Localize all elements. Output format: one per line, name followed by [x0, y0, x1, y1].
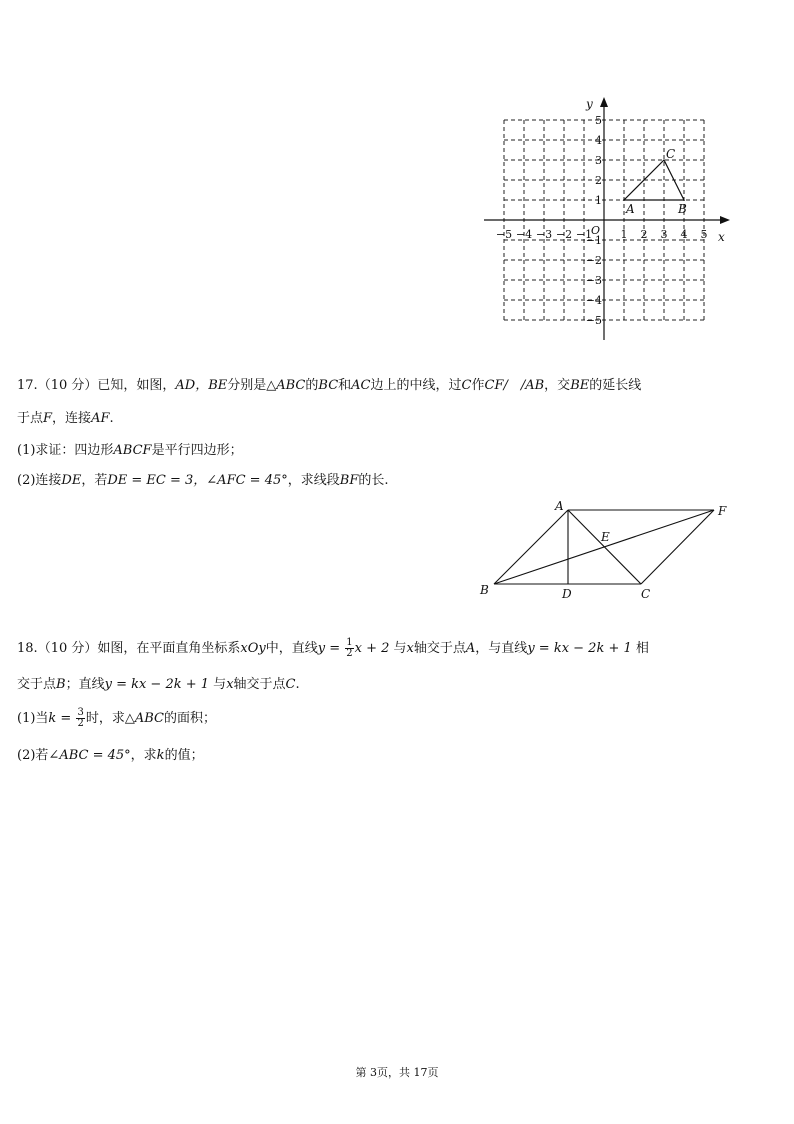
q18-text: (1)当 — [17, 711, 49, 726]
q17-text: 和 — [338, 378, 352, 393]
q18-math: x — [406, 641, 414, 656]
q17-text: 的长. — [358, 473, 389, 488]
q17-text: ，求线段 — [287, 473, 340, 488]
y-tick-label: −3 — [585, 274, 602, 287]
q18-line-2 — [17, 676, 300, 694]
y-axis-label: y — [586, 97, 593, 111]
q17-score: （10 分） — [37, 378, 98, 393]
segment-bf — [494, 510, 714, 584]
q18-text: 时，求△ — [85, 711, 135, 726]
q17-text: 是平行四边形； — [151, 443, 243, 458]
label-e: E — [601, 530, 610, 544]
page-footer: 第 3页，共 17页 — [355, 1066, 439, 1079]
q18-math: xOy — [240, 641, 266, 656]
q18-math: k = — [48, 711, 72, 726]
q18-text: ，与直线 — [475, 641, 528, 656]
q17-text: (1)求证：四边形 — [17, 443, 114, 458]
x-tick-label: −2 — [555, 228, 573, 241]
y-tick-label: −1 — [585, 234, 602, 247]
q18-math: k — [156, 748, 165, 763]
segment-cf — [641, 510, 714, 584]
q18-math: A — [465, 641, 476, 656]
parallelogram-figure — [474, 495, 740, 607]
q18-part-2 — [17, 747, 204, 765]
fraction-denominator: 2 — [346, 648, 353, 659]
q18-text: 轴交于点 — [413, 641, 466, 656]
q17-math: F — [43, 411, 53, 426]
q18-part-1 — [17, 707, 216, 731]
y-tick-label: −2 — [585, 254, 602, 267]
q17-math: C — [461, 378, 472, 393]
x-tick-label: 2 — [640, 228, 648, 241]
q17-text: (2)连接 — [17, 473, 62, 488]
q18-text: . — [295, 677, 300, 692]
q17-text: 的延长线 — [589, 378, 642, 393]
q18-number: 18. — [17, 641, 38, 656]
q18-text: ；直线 — [65, 677, 105, 692]
q18-text: ，求 — [130, 748, 157, 763]
x-tick-label: −3 — [535, 228, 553, 241]
q17-math: DE — [61, 473, 82, 488]
q18-math: ∠ABC = 45° — [48, 748, 131, 763]
q17-text: 分别是△ — [227, 378, 277, 393]
q18-text: (2)若 — [17, 748, 49, 763]
x-tick-label: −1 — [575, 228, 593, 241]
q18-math: B — [56, 677, 66, 692]
q17-math: AF — [91, 411, 110, 426]
x-tick-label: 5 — [700, 228, 708, 241]
q18-text: 与 — [389, 641, 407, 656]
q18-math: y = — [317, 641, 341, 656]
label-b: B — [480, 583, 489, 597]
q17-math: BE — [570, 378, 590, 393]
origin-label: O — [591, 224, 601, 237]
q18-math: x + 2 — [354, 641, 390, 656]
fraction-one-half — [345, 638, 353, 659]
q17-text: ，若 — [81, 473, 108, 488]
q17-text: ，交 — [544, 378, 571, 393]
y-tick-label: 1 — [595, 194, 602, 207]
q18-text: 轴交于点 — [233, 677, 286, 692]
point-b-label: B — [678, 202, 687, 216]
q17-text: 边上的中线，过 — [370, 378, 462, 393]
q18-math: y = kx − 2k + 1 — [527, 641, 632, 656]
fraction-three-halves — [76, 708, 84, 729]
label-c: C — [641, 587, 651, 601]
fraction-numerator: 1 — [346, 637, 353, 648]
x-tick-label: 4 — [680, 228, 688, 241]
x-axis-arrow — [720, 216, 730, 224]
x-tick-label: 3 — [660, 228, 668, 241]
q18-text: 的值； — [164, 748, 204, 763]
x-tick-label: −4 — [515, 228, 533, 241]
q18-math: C — [285, 677, 296, 692]
y-tick-label: 5 — [595, 114, 602, 127]
y-tick-label: 4 — [595, 134, 602, 147]
q17-line-2 — [17, 410, 114, 428]
q18-text: 交于点 — [17, 677, 57, 692]
q17-text: 的 — [305, 378, 319, 393]
q18-score: （10 分） — [37, 641, 98, 656]
q18-math: x — [226, 677, 234, 692]
q17-text: 已知，如图， — [97, 378, 176, 393]
coordinate-grid-figure — [478, 92, 740, 344]
q17-text: . — [109, 411, 114, 426]
segment-ab — [494, 510, 568, 584]
fraction-denominator: 2 — [77, 718, 84, 729]
q17-math: AD，BE — [175, 378, 228, 393]
triangle-abc — [624, 147, 687, 216]
q17-math: AC — [351, 378, 371, 393]
q18-text: 与 — [209, 677, 227, 692]
q17-text: 作 — [471, 378, 485, 393]
q17-line-1 — [17, 377, 641, 395]
q17-math: ABCF — [113, 443, 152, 458]
q17-number: 17. — [17, 378, 38, 393]
q18-line-1 — [17, 637, 649, 661]
q18-math: y = kx − 2k + 1 — [104, 677, 210, 692]
y-axis-arrow — [600, 97, 608, 107]
label-d: D — [562, 587, 572, 601]
q18-text: 的面积； — [163, 711, 216, 726]
q17-math: BC — [318, 378, 339, 393]
label-a: A — [555, 499, 564, 513]
q17-math: ABC — [276, 378, 306, 393]
x-axis-label: x — [718, 230, 725, 244]
q18-text: 相 — [631, 641, 649, 656]
axes — [484, 97, 730, 340]
q17-math: CF/ /AB — [484, 378, 545, 393]
q18-text: 如图，在平面直角坐标系 — [97, 641, 241, 656]
y-tick-label: −4 — [585, 294, 602, 307]
x-tick-label: −5 — [495, 228, 513, 241]
point-a-label: A — [626, 202, 635, 216]
x-tick-label: 1 — [620, 228, 628, 241]
q17-part-1 — [17, 442, 243, 460]
q18-math: ABC — [134, 711, 164, 726]
y-tick-label: −5 — [585, 314, 602, 327]
point-c-label: C — [666, 147, 676, 161]
q17-text: 于点 — [17, 411, 44, 426]
q18-text: 中，直线 — [265, 641, 318, 656]
fraction-numerator: 3 — [77, 707, 84, 718]
q17-math: DE = EC = 3，∠AFC = 45° — [107, 473, 288, 488]
label-f: F — [718, 504, 727, 518]
y-tick-label: 2 — [595, 174, 602, 187]
q17-math: BF — [339, 473, 359, 488]
q17-part-2 — [17, 472, 388, 490]
q17-text: ，连接 — [52, 411, 92, 426]
y-tick-label: 3 — [595, 154, 602, 167]
